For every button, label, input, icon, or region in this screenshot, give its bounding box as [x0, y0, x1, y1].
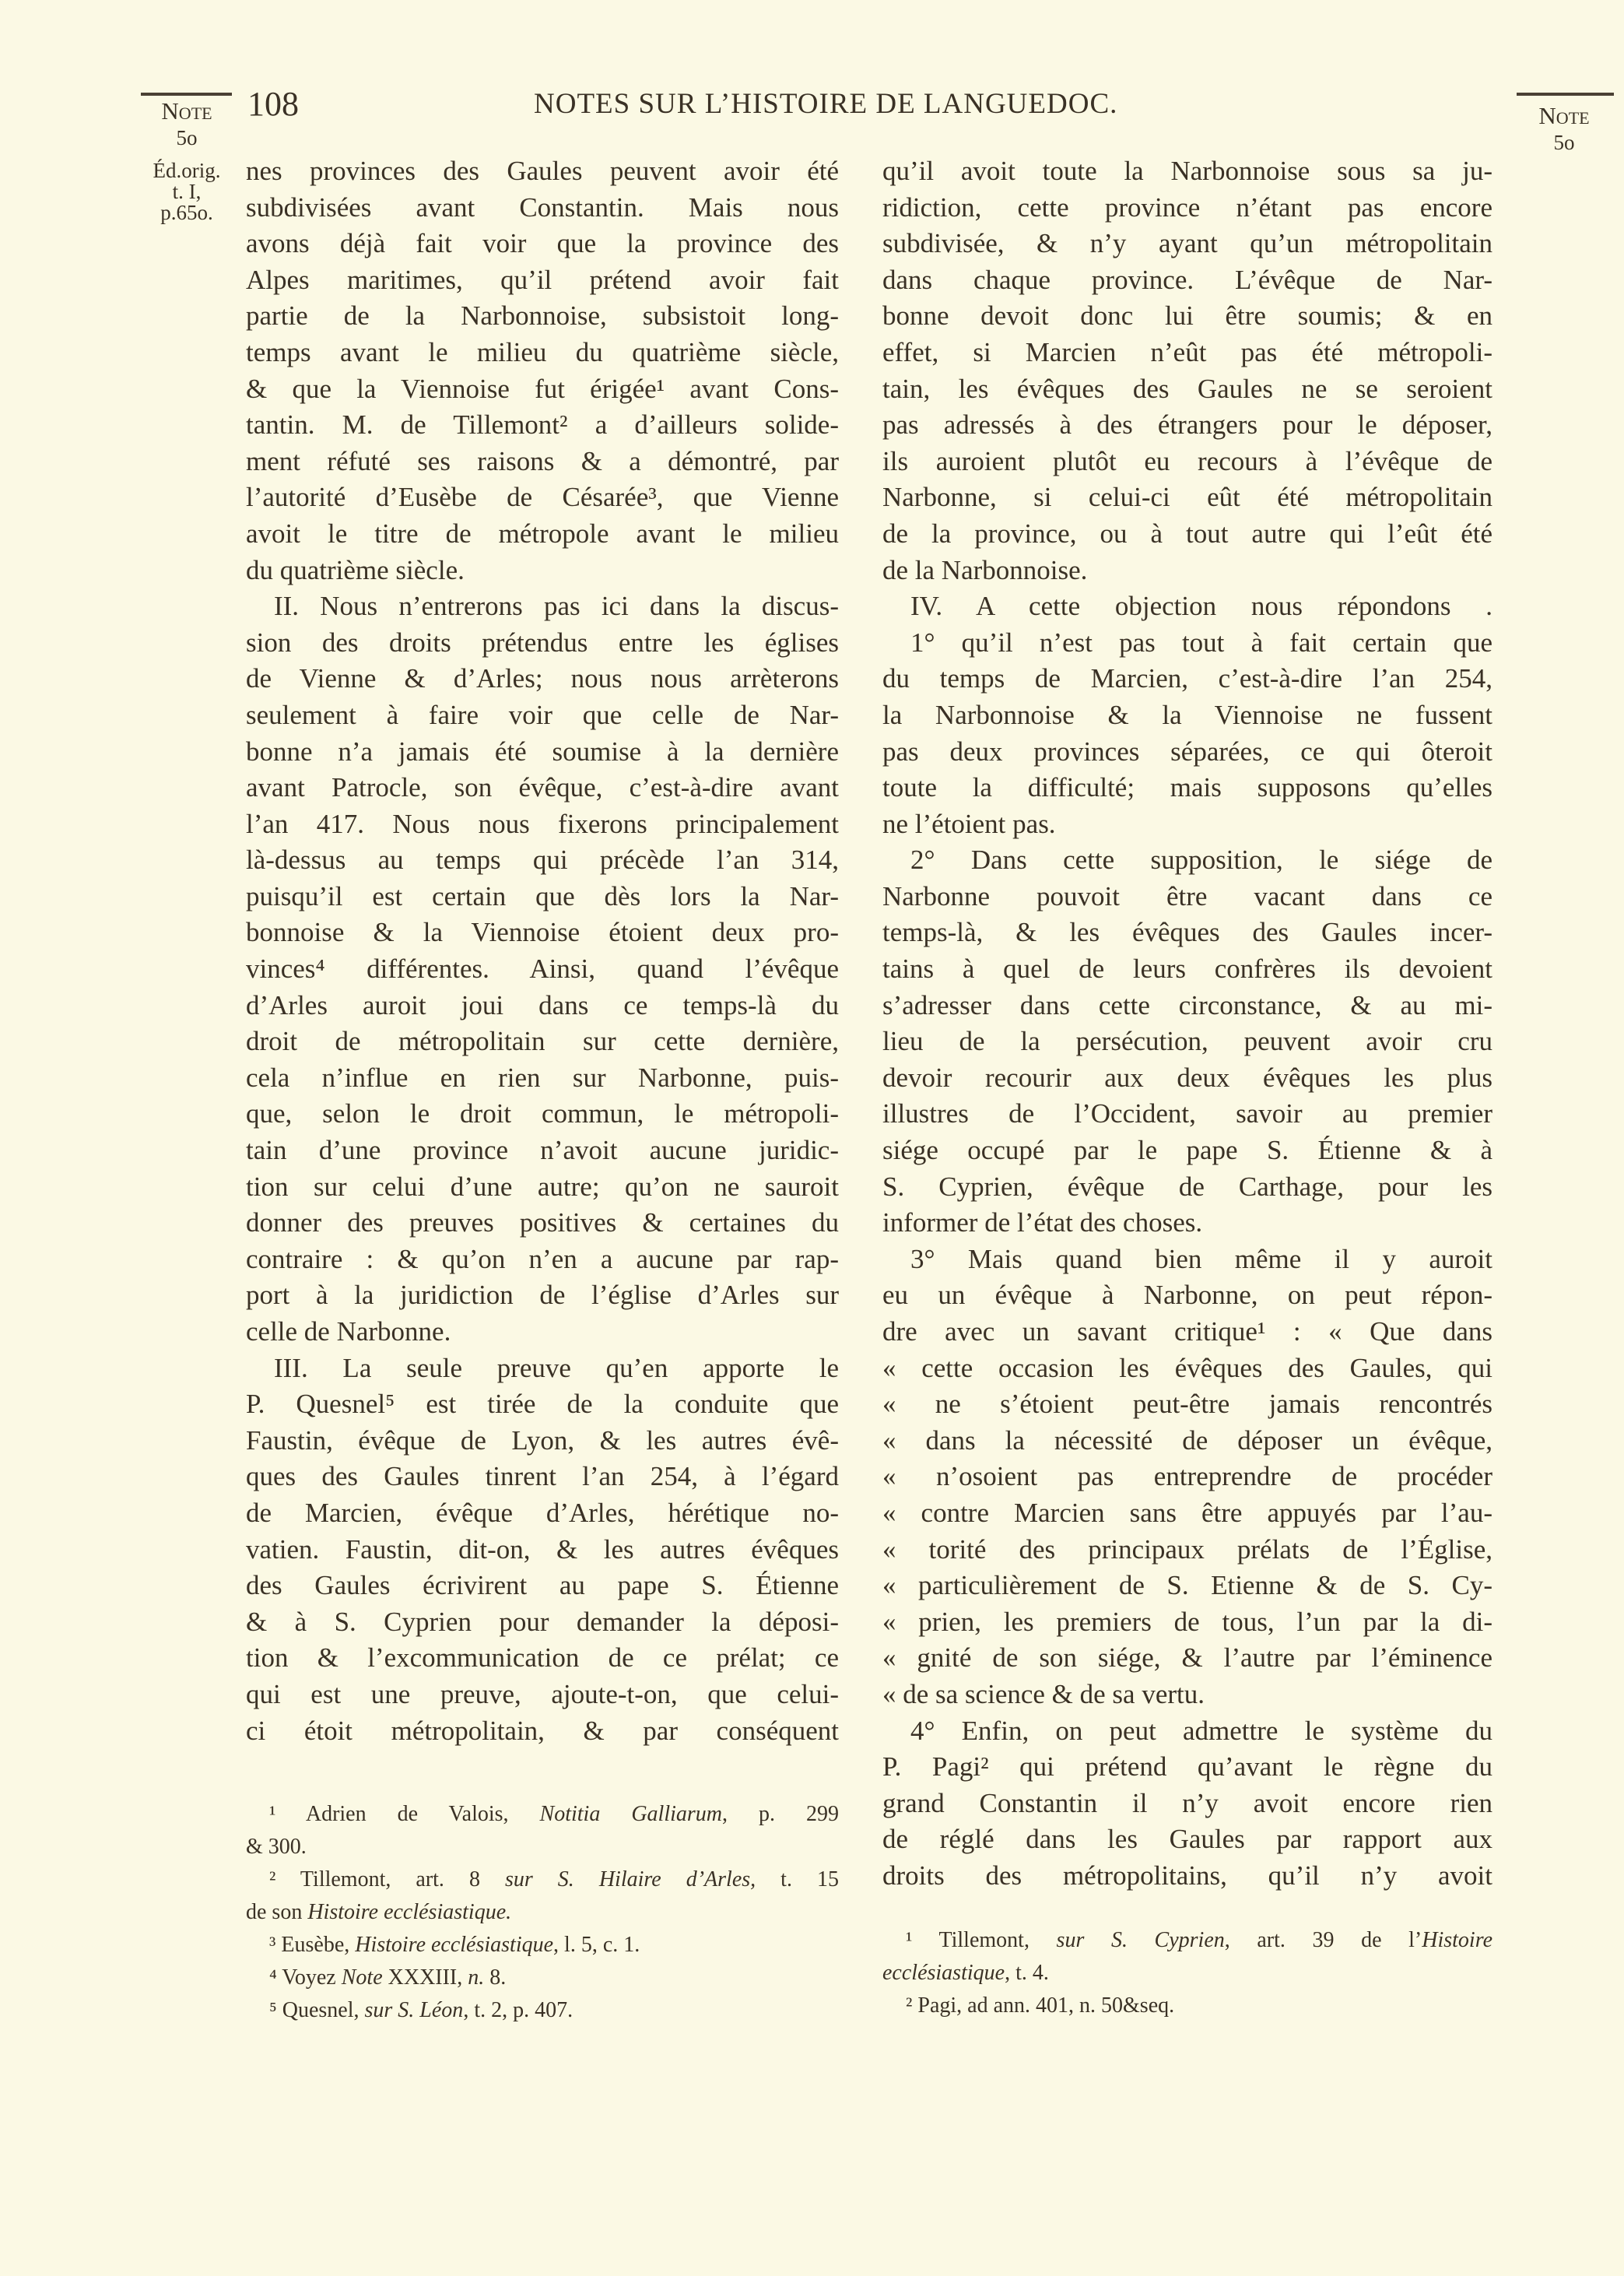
text-line: lieu de la persécution, peuvent avoir cru: [882, 1026, 1492, 1057]
text-line: l’autorité d’Eusèbe de Césarée³, que Vienne: [246, 482, 839, 513]
text-line: ci étoit métropolitain, & par conséquent: [246, 1715, 839, 1746]
text-line: la Narbonnoise & la Viennoise ne fussent: [882, 699, 1492, 730]
text-line: S. Cyprien, évêque de Carthage, pour les: [882, 1171, 1492, 1202]
footnote-line: [882, 1990, 1492, 2022]
text-line: III. La seule preuve qu’en apporte le: [274, 1352, 839, 1383]
edition-reference: Éd.orig.: [153, 159, 221, 182]
text-line: ridiction, cette province n’étant pas encore: [882, 191, 1492, 223]
text-line: toute la difficulté; mais supposons qu’elles: [882, 772, 1492, 803]
margin-note-right: [1517, 104, 1611, 154]
text-line: vinces⁴ différentes. Ainsi, quand l’évêque: [246, 954, 839, 985]
text-line: Narbonne pouvoit être vacant dans ce: [882, 880, 1492, 911]
footnote-text: ² Tillemont, art. 8: [269, 1867, 505, 1891]
text-line: bonne n’a jamais été soumise à la dernière: [246, 736, 839, 767]
text-line: tantin. M. de Tillemont² a d’ailleurs solide-: [246, 409, 839, 441]
edition-tome: t. I,: [172, 180, 202, 203]
text-line: « prien, les premiers de tous, l’un par la di-: [882, 1606, 1492, 1637]
text-line: P. Quesnel⁵ est tirée de la conduite que: [246, 1389, 839, 1420]
text-line: temps-là, & les évêques des Gaules incer-: [882, 917, 1492, 948]
footnote-line: [246, 1831, 839, 1863]
note-label: Note: [161, 97, 212, 125]
footnotes-left: [246, 1798, 839, 2027]
text-line: P. Pagi² qui prétend qu’avant le règne du: [882, 1751, 1492, 1783]
text-line: « cette occasion les évêques des Gaules, qui: [882, 1352, 1492, 1383]
text-line: 2° Dans cette supposition, le siége de: [910, 845, 1492, 876]
text-line: là-dessus au temps qui précède l’an 314,: [246, 845, 839, 876]
text-line: & à S. Cyprien pour demander la déposi-: [246, 1606, 839, 1637]
text-line: avoit le titre de métropole avant le milieu: [246, 518, 839, 549]
text-line: tion sur celui d’une autre; qu’on ne sauroit: [246, 1171, 839, 1202]
text-line: que, selon le droit commun, le métropoli-: [246, 1098, 839, 1129]
text-line: « de sa science & de sa vertu.: [882, 1678, 1205, 1709]
footnote-text: , t. 2, p. 407.: [463, 1998, 573, 2022]
text-line: devoir recourir aux deux évêques les plus: [882, 1062, 1492, 1093]
text-line: tain, les évêques des Gaules ne se seroient: [882, 373, 1492, 404]
margin-rule-left: [141, 93, 232, 96]
footnote-text: t. 15: [756, 1867, 839, 1891]
text-line: de réglé dans les Gaules par rapport aux: [882, 1824, 1492, 1855]
text-line: s’adresser dans cette circonstance, & au mi-: [882, 989, 1492, 1020]
left-column: [246, 153, 839, 1749]
text-line: de la Narbonnoise.: [882, 554, 1088, 585]
footnote-text: ³ Eusèbe,: [269, 1933, 356, 1957]
page-number: 108: [247, 85, 299, 123]
text-line: droits des métropolitains, qu’il n’y avoit: [882, 1860, 1492, 1891]
text-line: Narbonne, si celui-ci eût été métropolitain: [882, 482, 1492, 513]
text-line: d’Arles auroit joui dans ce temps-là du: [246, 989, 839, 1020]
text-line: « contre Marcien sans être appuyés par l’au-: [882, 1497, 1492, 1528]
text-line: du quatrième siècle.: [246, 554, 465, 585]
footnote-text: de son: [246, 1900, 308, 1924]
footnote-line: [882, 1957, 1492, 1990]
edition-page: p.65o.: [160, 201, 213, 224]
text-line: contraire : & qu’on n’en a aucune par rap-: [246, 1243, 839, 1274]
text-line: dans chaque province. L’évêque de Nar-: [882, 264, 1492, 295]
text-line: ne l’étoient pas.: [882, 808, 1056, 839]
right-column: [882, 153, 1492, 1895]
footnote-text: , t. 4.: [1005, 1961, 1049, 1985]
text-line: 3° Mais quand bien même il y auroit: [910, 1243, 1492, 1274]
note-label: Note: [1538, 102, 1590, 129]
text-line: seulement à faire voir que celle de Nar-: [246, 699, 839, 730]
text-line: II. Nous n’entrerons pas ici dans la discus-: [274, 591, 839, 622]
text-line: sion des droits prétendus entre les églises: [246, 627, 839, 658]
footnote-italic-text: sur S. Hilaire d’Arles,: [504, 1867, 756, 1891]
footnote-line: [246, 1929, 839, 1962]
text-line: bonnoise & la Viennoise étoient deux pro-: [246, 917, 839, 948]
text-line: des Gaules écrivirent au pape S. Étienne: [246, 1570, 839, 1601]
note-number: 5o: [1553, 131, 1575, 154]
text-line: cela n’influe en rien sur Narbonne, puis-: [246, 1062, 839, 1093]
footnote-text: ⁴ Voyez: [269, 1965, 342, 1990]
text-line: tain d’une province n’avoit aucune juridic-: [246, 1135, 839, 1166]
text-line: qu’il avoit toute la Narbonnoise sous sa ju-: [882, 156, 1492, 186]
footnote-text: , p. 299: [722, 1802, 839, 1826]
text-line: de Marcien, évêque d’Arles, hérétique no-: [246, 1497, 839, 1528]
footnote-italic-text: sur S. Léon: [364, 1998, 464, 2022]
footnote-line: [246, 1863, 839, 1896]
text-line: avons déjà fait voir que la province des: [246, 228, 839, 259]
text-line: droit de métropolitain sur cette dernière,: [246, 1026, 839, 1057]
text-line: l’an 417. Nous nous fixerons principalement: [246, 808, 839, 839]
text-line: 1° qu’il n’est pas tout à fait certain que: [910, 627, 1492, 658]
text-line: grand Constantin il n’y avoit encore rien: [882, 1787, 1492, 1818]
text-line: ques des Gaules tinrent l’an 254, à l’égard: [246, 1461, 839, 1492]
text-line: avant Patrocle, son évêque, c’est-à-dire avant: [246, 772, 839, 803]
text-line: IV. A cette objection nous répondons .: [910, 591, 1492, 622]
text-line: pas deux provinces séparées, ce qui ôteroit: [882, 736, 1492, 767]
footnote-italic-text: Histoire: [1422, 1928, 1492, 1952]
text-line: « n’osoient pas entreprendre de procéder: [882, 1461, 1492, 1492]
text-line: informer de l’état des choses.: [882, 1207, 1203, 1238]
text-line: illustres de l’Occident, savoir au premier: [882, 1098, 1492, 1129]
text-line: & que la Viennoise fut érigée¹ avant Cons-: [246, 373, 839, 404]
footnote-text: , l. 5, c. 1.: [553, 1933, 640, 1957]
text-line: effet, si Marcien n’eût pas été métropoli-: [882, 336, 1492, 367]
margin-rule-right: [1517, 93, 1614, 96]
text-line: tains à quel de leurs confrères ils devoient: [882, 954, 1492, 985]
footnote-italic-text: Notitia Galliarum: [539, 1802, 722, 1826]
text-line: port à la juridiction de l’église d’Arles sur: [246, 1280, 839, 1311]
text-line: subdivisée, & n’y ayant qu’un métropolitain: [882, 228, 1492, 259]
margin-note-left: [140, 97, 233, 224]
text-line: « ne s’étoient peut-être jamais rencontrés: [882, 1389, 1492, 1420]
text-line: dre avec un savant critique¹ : « Que dans: [882, 1316, 1492, 1347]
footnote-italic-text: Note: [341, 1965, 383, 1990]
text-line: nes provinces des Gaules peuvent avoir été: [246, 156, 839, 186]
text-line: ment réfuté ses raisons & a démontré, par: [246, 445, 839, 476]
text-line: bonne devoit donc lui être soumis; & en: [882, 300, 1492, 332]
text-line: Alpes maritimes, qu’il prétend avoir fait: [246, 264, 839, 295]
footnote-text: ⁵ Quesnel,: [269, 1998, 365, 2022]
footnote-text: ¹ Tillemont,: [906, 1928, 1057, 1952]
text-line: Faustin, évêque de Lyon, & les autres évê-: [246, 1424, 839, 1456]
text-line: temps avant le milieu du quatrième siècle,: [246, 336, 839, 367]
text-line: partie de la Narbonnoise, subsistoit long-: [246, 300, 839, 332]
footnote-italic-text: n.: [468, 1965, 485, 1990]
footnote-line: [246, 1896, 839, 1929]
footnote-text: XXXIII,: [382, 1965, 468, 1990]
text-line: ils auroient plutôt eu recours à l’évêque de: [882, 445, 1492, 476]
text-line: « torité des principaux prélats de l’Église,: [882, 1533, 1492, 1565]
footnotes-right: [882, 1924, 1492, 2022]
text-line: qui est une preuve, ajoute-t-on, que celui-: [246, 1678, 839, 1709]
footnote-line: [246, 1994, 839, 2027]
text-line: du temps de Marcien, c’est-à-dire l’an 254,: [882, 663, 1492, 694]
footnote-line: [246, 1798, 839, 1831]
text-line: siége occupé par le pape S. Étienne & à: [882, 1135, 1492, 1166]
text-line: eu un évêque à Narbonne, on peut répon-: [882, 1280, 1492, 1311]
footnote-line: [882, 1924, 1492, 1957]
text-line: 4° Enfin, on peut admettre le système du: [910, 1715, 1492, 1746]
footnote-text: & 300.: [246, 1835, 307, 1859]
footnote-text: ¹ Adrien de Valois,: [269, 1802, 540, 1826]
text-line: de Vienne & d’Arles; nous nous arrèterons: [246, 663, 839, 694]
text-line: « dans la nécessité de déposer un évêque,: [882, 1424, 1492, 1456]
text-line: subdivisées avant Constantin. Mais nous: [246, 191, 839, 223]
text-line: pas adressés à des étrangers pour le déposer,: [882, 409, 1492, 441]
text-line: donner des preuves positives & certaines du: [246, 1207, 839, 1238]
text-line: « gnité de son siége, & l’autre par l’éminence: [882, 1642, 1492, 1674]
footnote-italic-text: sur S. Cyprien: [1056, 1928, 1225, 1952]
text-line: vatien. Faustin, dit-on, & les autres évêques: [246, 1533, 839, 1565]
text-line: tion & l’excommunication de ce prélat; ce: [246, 1642, 839, 1674]
note-number: 5o: [176, 126, 198, 149]
footnote-text: , art. 39 de l’: [1224, 1928, 1422, 1952]
text-line: « particulièrement de S. Etienne & de S. Cy-: [882, 1570, 1492, 1601]
text-line: celle de Narbonne.: [246, 1316, 451, 1347]
footnote-text: 8.: [484, 1965, 507, 1990]
text-line: puisqu’il est certain que dès lors la Nar-: [246, 880, 839, 911]
footnote-line: [246, 1962, 839, 1994]
footnote-text: ² Pagi, ad ann. 401, n. 50&seq.: [906, 1993, 1175, 2018]
text-line: de la province, ou à tout autre qui l’eût été: [882, 518, 1492, 549]
footnote-italic-text: ecclésiastique: [882, 1961, 1005, 1985]
footnote-italic-text: Histoire ecclésiastique: [355, 1933, 554, 1957]
running-title: NOTES SUR L’HISTOIRE DE LANGUEDOC.: [534, 88, 1118, 120]
footnote-italic-text: Histoire ecclésiastique.: [307, 1900, 512, 1924]
